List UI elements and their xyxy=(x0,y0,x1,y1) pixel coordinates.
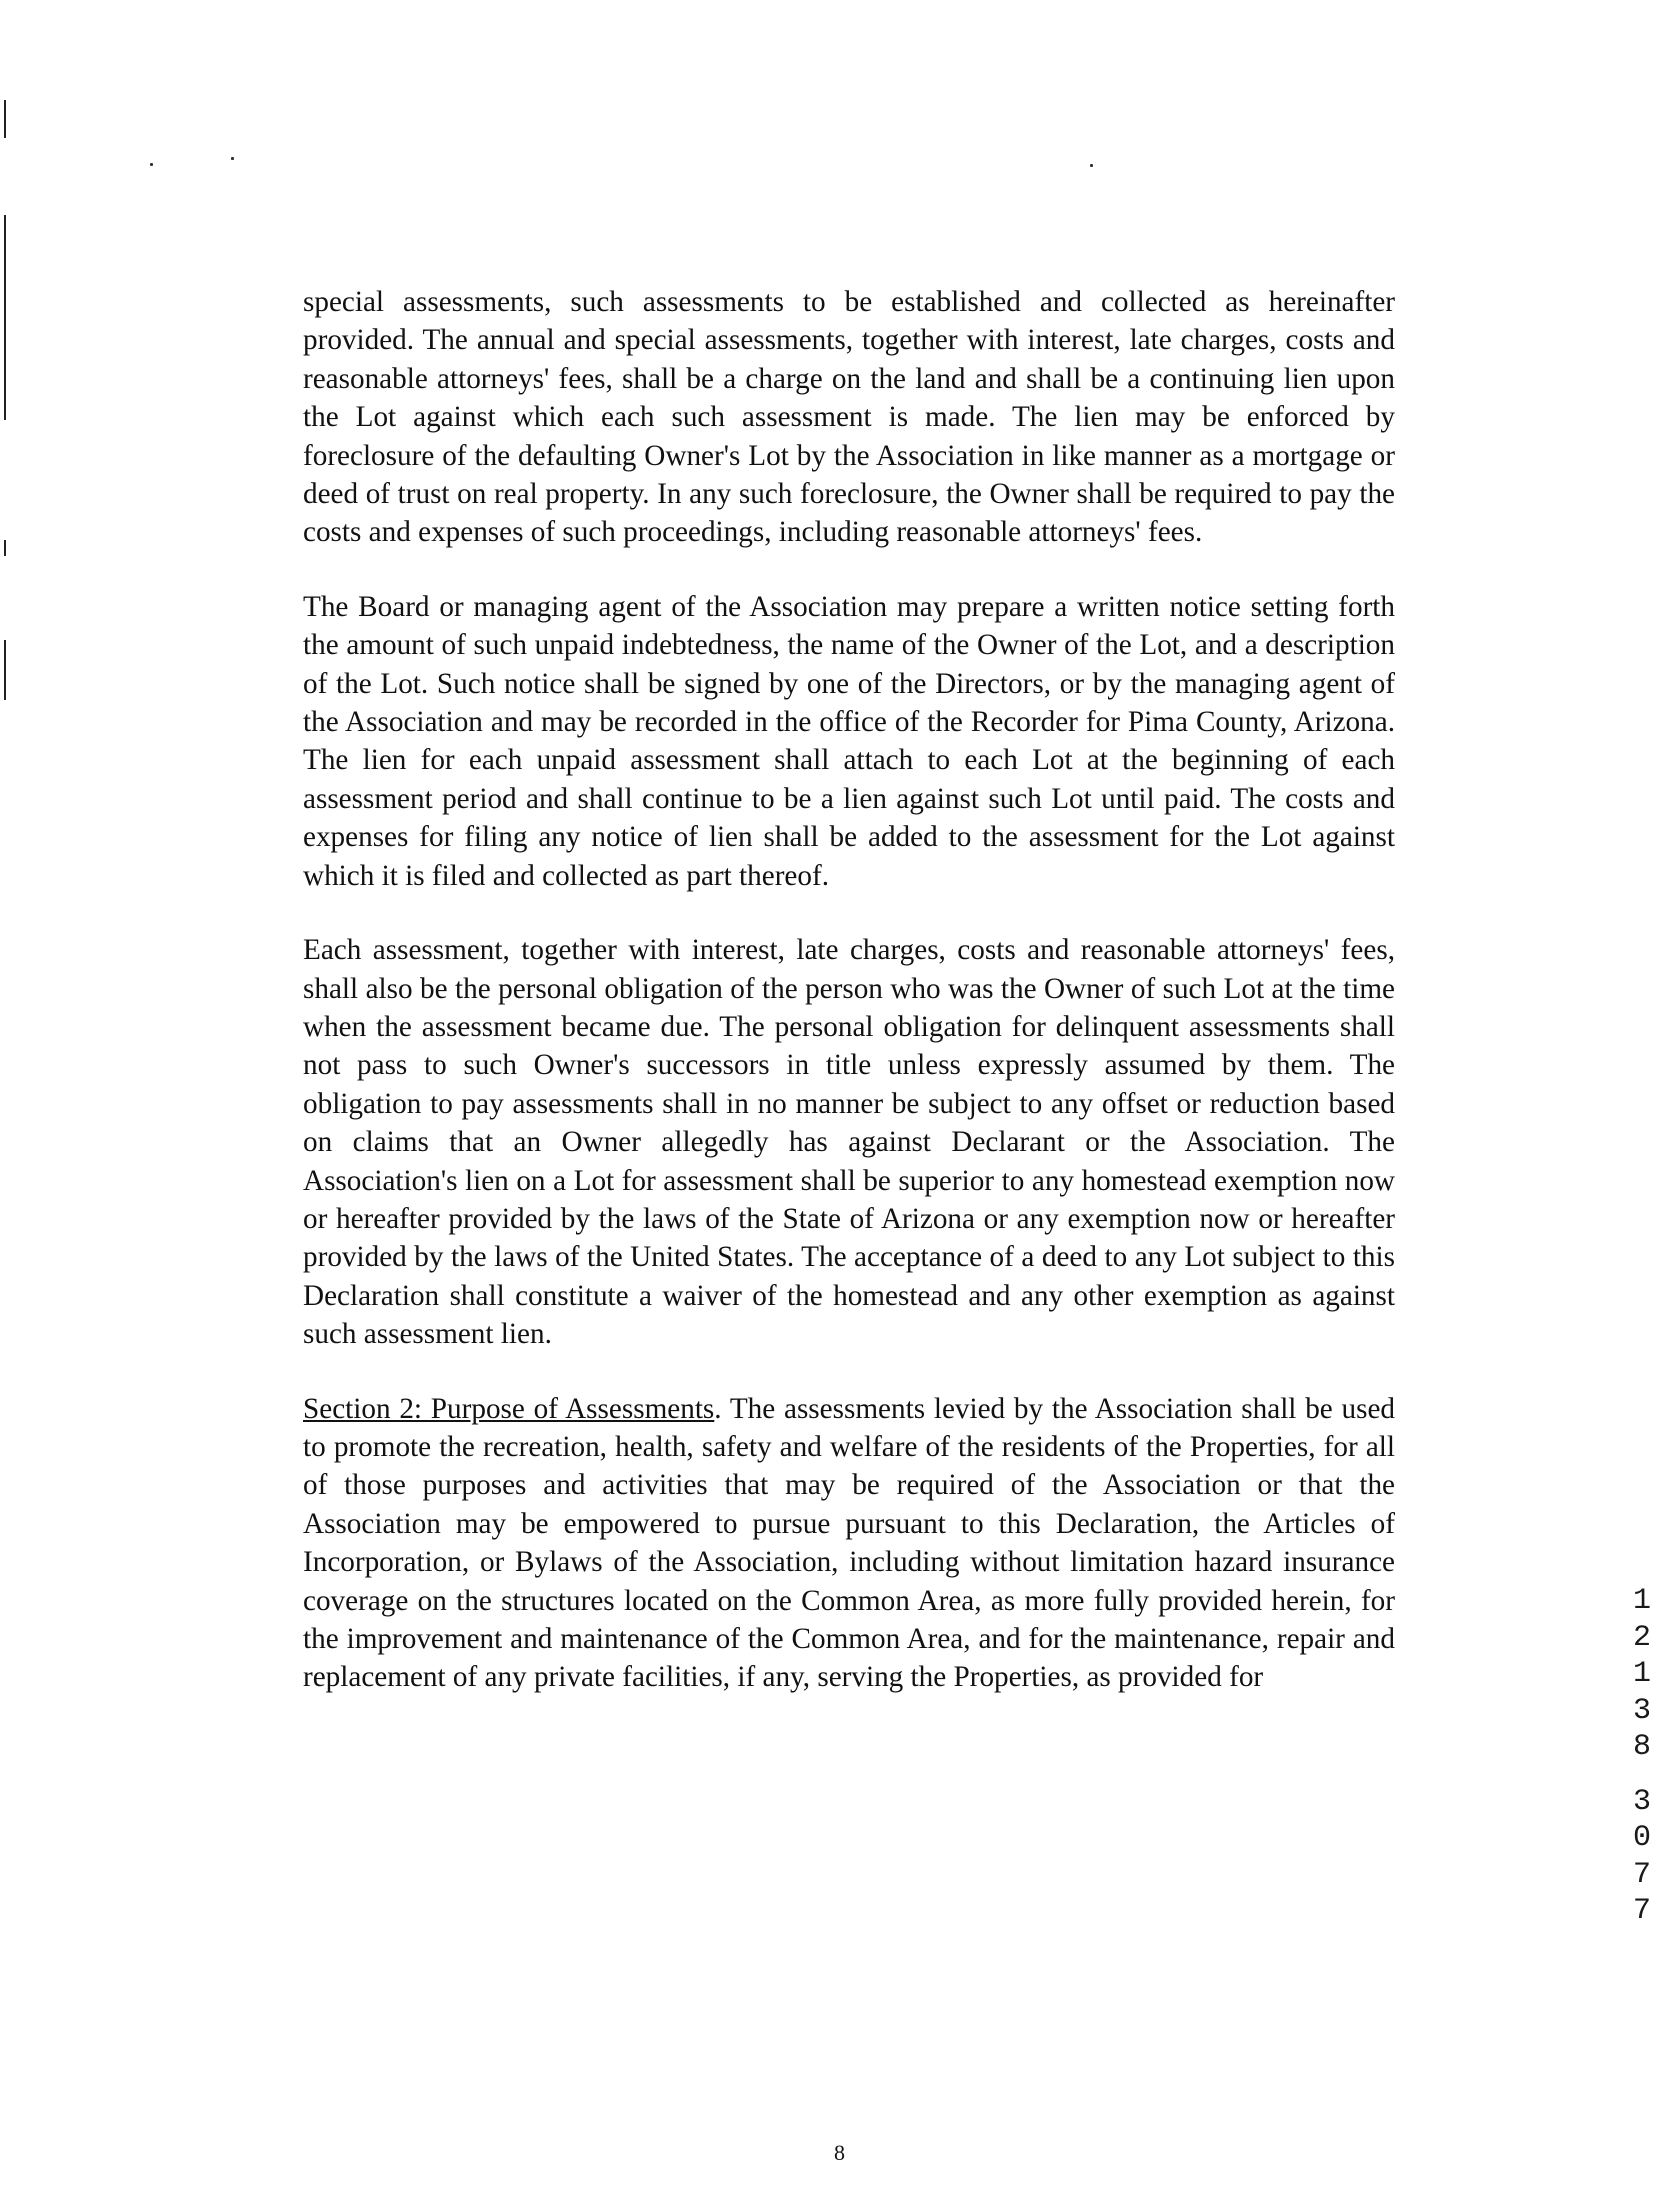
stamp-gap xyxy=(1625,1766,1659,1784)
stamp-digit: 1 xyxy=(1632,1584,1651,1618)
stamp-digit: 3 xyxy=(1632,1693,1651,1728)
document-body xyxy=(303,283,1395,1697)
scan-speck xyxy=(1090,164,1093,167)
recording-number-stamp xyxy=(1625,1583,1659,1930)
scan-edge-mark xyxy=(4,100,6,138)
scan-speck xyxy=(150,163,153,166)
scan-speck xyxy=(231,157,234,160)
stamp-digit: 8 xyxy=(1632,1730,1651,1764)
paragraph-section-2 xyxy=(303,1390,1395,1697)
section-2-text: The assessments levied by the Association shall be used to promote the recreation, health, safety and welfare of the residents of the Properties, for all of those purposes and activities that may be required of the Association or that the Association may be empowered to pursue pursuant to this Declaration, the Articles of Incorporation, or Bylaws of the Association, including without limitation hazard insurance coverage on the structures located on the Common Area, as more fully provided herein, for the improvement and maintenance of the Common Area, and for the maintenance, repair and replacement of any private facilities, if any, serving the Properties, as provided for xyxy=(303,1392,1396,1694)
stamp-digit: 0 xyxy=(1632,1821,1651,1855)
stamp-digit: 1 xyxy=(1632,1657,1651,1691)
section-2-heading: Section 2: Purpose of Assessments xyxy=(303,1392,715,1425)
paragraph-lien-enforcement: special assessments, such assessments to be established and collected as hereinafter provided. The annual and special assessments, together with interest, late charges, costs and reasonable attorneys' fees, shall be a charge on the land and shall be a continuing lien upon the Lot against which each such assessment is made. The lien may be enforced by foreclosure of the defaulting Owner's Lot by the Association in like manner as a mortgage or deed of trust on real property. In any such foreclosure, the Owner shall be required to pay the costs and expenses of such proceedings, including reasonable attorneys' fees. xyxy=(303,286,1395,549)
scan-edge-mark xyxy=(4,640,6,700)
stamp-digit: 3 xyxy=(1632,1784,1651,1819)
stamp-digit: 7 xyxy=(1632,1894,1651,1928)
paragraph-personal-obligation: Each assessment, together with interest, late charges, costs and reasonable attorneys' fees, shall also be the personal obligation of the person who was the Owner of such Lot at the time when the assessment became due. The personal obligation for delinquent assessments shall not pass to such Owner's successors in title unless expressly assumed by them. The obligation to pay assessments shall in no manner be subject to any offset or reduction based on claims that an Owner allegedly has against Declarant or the Association. The Association's lien on a Lot for assessment shall be superior to any homestead exemption now or hereafter provided by the laws of the State of Arizona or any exemption now or hereafter provided by the laws of the United States. The acceptance of a deed to any Lot subject to this Declaration shall constitute a waiver of the homestead and any other exemption as against such assessment lien. xyxy=(303,934,1395,1351)
scan-edge-mark xyxy=(4,215,6,420)
stamp-digit: 2 xyxy=(1632,1620,1651,1655)
stamp-digit: 7 xyxy=(1632,1857,1651,1892)
scan-edge-mark xyxy=(4,540,6,556)
paragraph-notice-of-lien: The Board or managing agent of the Association may prepare a written notice setting forth the amount of such unpaid indebtedness, the name of the Owner of the Lot, and a description of the Lot. Such notice shall be signed by one of the Directors, or by the managing agent of the Association and may be recorded in the office of the Recorder for Pima County, Arizona. The lien for each unpaid assessment shall attach to each Lot at the beginning of each assessment period and shall continue to be a lien against such Lot until paid. The costs and expenses for filing any notice of lien shall be added to the assessment for the Lot against which it is filed and collected as part thereof. xyxy=(303,590,1395,892)
section-2-heading-period: . xyxy=(714,1392,722,1425)
page-number: 8 xyxy=(834,2140,845,2165)
